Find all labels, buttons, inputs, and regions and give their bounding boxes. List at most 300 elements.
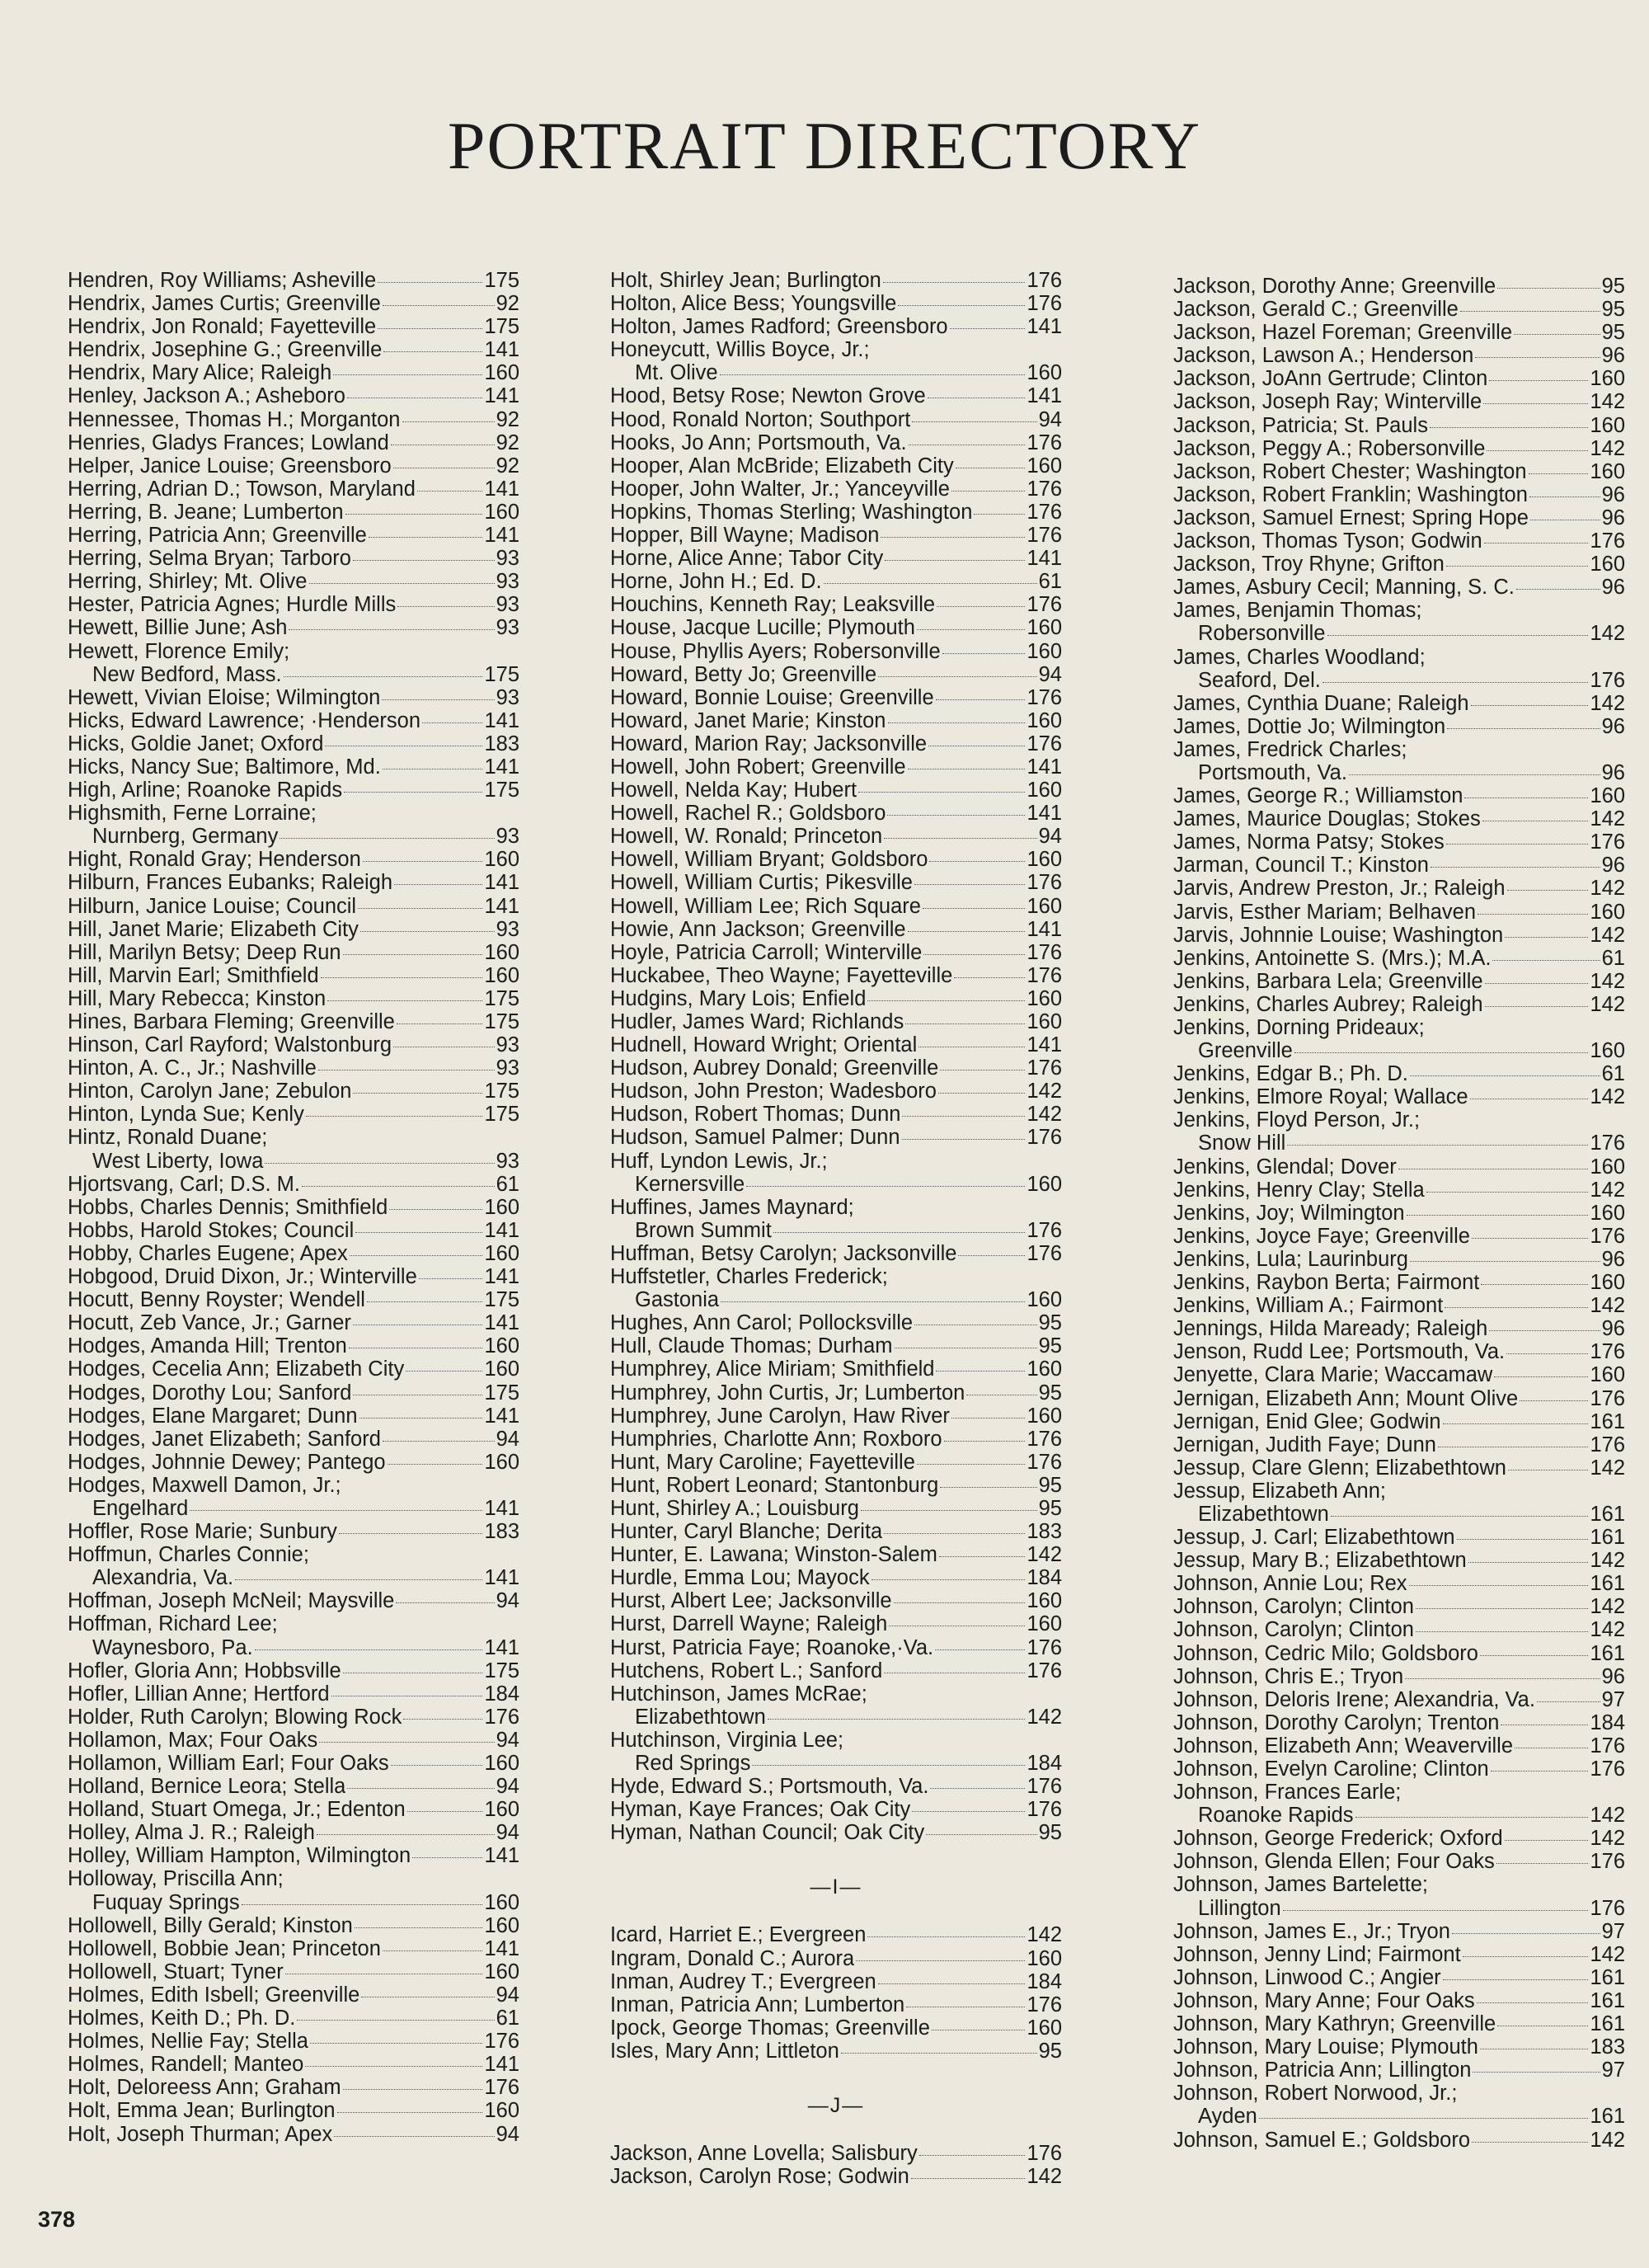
directory-entry	[68, 1520, 519, 1543]
directory-entry	[610, 338, 1062, 384]
entry-name: Hood, Betsy Rose; Newton Grove	[610, 384, 926, 408]
entry-page: 160	[1027, 1172, 1062, 1196]
entry-page: 176	[1027, 477, 1062, 501]
leader-dots	[334, 2136, 494, 2137]
entry-name: James, Cynthia Duane; Raleigh	[1173, 691, 1469, 715]
directory-entry	[1173, 1085, 1625, 1108]
leader-dots	[939, 1556, 1026, 1557]
entry-name: Johnson, Cedric Milo; Goldsboro	[1173, 1641, 1478, 1665]
leader-dots	[858, 792, 1025, 793]
entry-name: Isles, Mary Ann; Littleton	[610, 2039, 839, 2063]
directory-entry	[68, 640, 519, 686]
entry-page: 141	[484, 524, 519, 548]
entry-name: Jenkins, Henry Clay; Stella	[1173, 1178, 1425, 1202]
entry-page: 142	[1590, 1549, 1625, 1573]
entry-page: 160	[1590, 413, 1625, 437]
entry-page: 184	[1027, 1752, 1062, 1775]
leader-dots	[363, 861, 483, 862]
entry-name: Inman, Audrey T.; Evergreen	[610, 1969, 876, 1993]
leader-dots	[344, 792, 482, 793]
entry-page: 160	[484, 1890, 519, 1914]
entry-page: 175	[484, 269, 519, 292]
entry-page: 160	[1590, 900, 1625, 924]
leader-dots	[394, 884, 482, 885]
entry-page: 160	[1027, 1404, 1062, 1428]
entry-name: James, Charles Woodland;	[1173, 645, 1426, 669]
directory-column-3	[1173, 275, 1625, 2152]
entry-name: Inman, Patricia Ann; Lumberton	[610, 1993, 905, 2016]
leader-dots	[321, 977, 483, 978]
entry-page: 95	[1038, 1473, 1062, 1497]
entry-page: 161	[1590, 1988, 1625, 2012]
directory-entry	[68, 269, 519, 292]
entry-page: 95	[1038, 2039, 1062, 2063]
entry-name: Jackson, Robert Franklin; Washington	[1173, 482, 1528, 506]
entry-name: Hooper, John Walter, Jr.; Yanceyville	[610, 477, 950, 501]
entry-name: Hobbs, Charles Dennis; Smithfield	[68, 1195, 388, 1219]
entry-page: 142	[1027, 1080, 1062, 1103]
entry-page: 176	[1590, 1734, 1625, 1757]
entry-name: Hollowell, Stuart; Tyner	[68, 1960, 284, 1983]
leader-dots	[1507, 890, 1589, 891]
entry-page: 142	[1590, 992, 1625, 1016]
leader-dots	[280, 838, 494, 839]
entry-page: 61	[1601, 946, 1625, 970]
leader-dots	[878, 676, 1036, 677]
directory-entry	[1173, 1062, 1625, 1085]
entry-page: 141	[484, 338, 519, 362]
leader-dots	[1259, 2118, 1589, 2119]
directory-entry	[1173, 715, 1625, 738]
leader-dots	[319, 1742, 494, 1743]
entry-continuation-line	[1173, 1132, 1625, 1155]
leader-dots	[938, 1093, 1026, 1094]
directory-entry	[68, 2030, 519, 2053]
entry-page: 95	[1038, 1311, 1062, 1335]
directory-entry	[610, 1428, 1062, 1451]
directory-entry	[610, 431, 1062, 454]
directory-entry	[68, 1196, 519, 1219]
entry-page: 176	[484, 2030, 519, 2054]
entry-name: High, Arline; Roanoke Rapids	[68, 779, 343, 802]
directory-entry	[1173, 1873, 1625, 1919]
entry-name: Honeycutt, Willis Boyce, Jr.;	[610, 338, 870, 362]
directory-entry	[1173, 1711, 1625, 1734]
leader-dots	[383, 351, 482, 352]
entry-name: Hurst, Albert Lee; Jacksonville	[610, 1589, 892, 1613]
entry-name: Hodges, Johnnie Dewey; Pantego	[68, 1450, 386, 1474]
entry-name: James, George R.; Williamston	[1173, 784, 1463, 808]
entry-page: 142	[1590, 436, 1625, 460]
entry-page: 93	[496, 1033, 519, 1057]
leader-dots	[937, 606, 1025, 607]
directory-entry	[610, 269, 1062, 292]
directory-entry	[68, 941, 519, 964]
directory-entry	[610, 524, 1062, 547]
leader-dots	[343, 2089, 483, 2090]
directory-entry	[1173, 1340, 1625, 1363]
entry-name: Hull, Claude Thomas; Durham	[610, 1334, 893, 1358]
entry-page: 160	[484, 1241, 519, 1265]
leader-dots	[1505, 937, 1588, 938]
directory-entry	[610, 1821, 1062, 1844]
leader-dots	[242, 1904, 483, 1905]
leader-dots	[856, 1960, 1025, 1961]
entry-location: Elizabethtown	[635, 1705, 766, 1729]
directory-entry	[68, 895, 519, 918]
entry-name: Highsmith, Ferne Lorraine;	[68, 802, 317, 826]
leader-dots	[235, 1579, 482, 1580]
directory-entry	[68, 987, 519, 1010]
directory-entry	[68, 871, 519, 894]
entry-name: Holley, William Hampton, Wilmington	[68, 1844, 411, 1868]
entry-name: Jenkins, Elmore Royal; Wallace	[1173, 1085, 1468, 1109]
entry-name: Hinton, Lynda Sue; Kenly	[68, 1103, 304, 1127]
entry-page: 160	[484, 848, 519, 872]
entry-name: Hood, Ronald Norton; Southport	[610, 407, 911, 431]
directory-entry	[68, 1682, 519, 1706]
directory-entry	[610, 825, 1062, 848]
directory-entry	[610, 292, 1062, 315]
entry-name: Humphries, Charlotte Ann; Roxboro	[610, 1427, 942, 1451]
directory-entry	[1173, 993, 1625, 1016]
leader-dots	[885, 560, 1025, 561]
entry-name: Johnson, James E., Jr.; Tryon	[1173, 1919, 1450, 1943]
leader-dots	[378, 282, 482, 283]
entry-name: Johnson, Samuel E.; Goldsboro	[1173, 2128, 1471, 2152]
entry-page: 141	[484, 1265, 519, 1289]
directory-entry	[610, 1381, 1062, 1405]
entry-name: Hudson, John Preston; Wadesboro	[610, 1080, 937, 1103]
directory-entry	[1173, 344, 1625, 367]
entry-page: 160	[1590, 553, 1625, 576]
entry-name: Jenkins, Antoinette S. (Mrs.); M.A.	[1173, 946, 1492, 970]
entry-name: Hobbs, Harold Stokes; Council	[68, 1218, 355, 1242]
directory-entry	[1173, 1480, 1625, 1526]
leader-dots	[867, 1936, 1025, 1937]
directory-entry	[68, 709, 519, 732]
entry-page: 93	[496, 1056, 519, 1080]
entry-page: 141	[1027, 315, 1062, 339]
entry-page: 183	[1027, 1520, 1062, 1544]
directory-entry	[610, 2165, 1062, 2188]
entry-name: Hight, Ronald Gray; Henderson	[68, 848, 361, 872]
entry-name: Hollamon, William Earl; Four Oaks	[68, 1752, 389, 1775]
entry-page: 160	[1027, 708, 1062, 732]
entry-continuation-line	[68, 1566, 519, 1589]
directory-entry	[68, 2076, 519, 2099]
leader-dots	[1446, 566, 1589, 567]
entry-page: 141	[484, 1496, 519, 1520]
entry-name: Johnson, Evelyn Caroline; Clinton	[1173, 1757, 1489, 1781]
leader-dots	[950, 328, 1026, 329]
leader-dots	[306, 1116, 483, 1117]
entry-page: 141	[484, 477, 519, 501]
directory-entry	[68, 1056, 519, 1080]
directory-entry	[68, 501, 519, 524]
directory-entry	[68, 1126, 519, 1172]
entry-name: Johnson, Mary Anne; Four Oaks	[1173, 1988, 1475, 2012]
directory-entry	[68, 779, 519, 802]
directory-entry	[1173, 1850, 1625, 1873]
entry-page: 96	[1601, 760, 1625, 784]
directory-entry	[610, 1659, 1062, 1682]
directory-entry	[68, 1242, 519, 1265]
leader-dots	[383, 1950, 483, 1951]
entry-name: Johnson, Carolyn; Clinton	[1173, 1595, 1414, 1619]
entry-page: 160	[1027, 779, 1062, 802]
entry-page: 176	[1027, 431, 1062, 454]
directory-entry	[1173, 1989, 1625, 2012]
entry-page: 176	[1590, 1132, 1625, 1155]
leader-dots	[1529, 473, 1589, 474]
entry-name: Jenkins, Joyce Faye; Greenville	[1173, 1224, 1470, 1248]
entry-name: Hudgins, Mary Lois; Enfield	[610, 986, 867, 1010]
entry-page: 141	[484, 708, 519, 732]
directory-entry	[68, 570, 519, 593]
directory-entry	[610, 1923, 1062, 1946]
leader-dots	[310, 2043, 483, 2044]
entry-name: Johnson, Robert Norwood, Jr.;	[1173, 2082, 1458, 2106]
entry-name: Hendren, Roy Williams; Asheville	[68, 269, 377, 292]
entry-location: West Liberty, Iowa	[92, 1149, 264, 1173]
directory-entry	[68, 1010, 519, 1033]
leader-dots	[884, 838, 1036, 839]
leader-dots	[905, 1023, 1025, 1024]
leader-dots	[383, 305, 495, 306]
entry-location: Ayden	[1198, 2105, 1257, 2129]
entry-continuation-line	[1173, 669, 1625, 692]
entry-page: 93	[496, 825, 519, 849]
entry-name: Howard, Bonnie Louise; Greenville	[610, 685, 934, 709]
entry-name: Jenkins, Raybon Berta; Fairmont	[1173, 1271, 1480, 1295]
leader-dots	[284, 676, 483, 677]
directory-entry	[68, 1844, 519, 1867]
entry-page: 141	[484, 1404, 519, 1428]
leader-dots	[1463, 1956, 1589, 1957]
entry-name: Jessup, Mary B.; Elizabethtown	[1173, 1549, 1467, 1573]
directory-entry	[1173, 1248, 1625, 1271]
entry-page: 142	[1027, 2165, 1062, 2189]
entry-page: 160	[1590, 784, 1625, 808]
entry-location: Roanoke Rapids	[1198, 1804, 1354, 1828]
entry-page: 61	[496, 2007, 519, 2030]
directory-entry	[68, 1937, 519, 1960]
entry-continuation-line	[610, 1173, 1062, 1196]
leader-dots	[337, 2112, 483, 2113]
directory-entry	[610, 1589, 1062, 1612]
entry-name: Howell, W. Ronald; Princeton	[610, 825, 883, 849]
entry-name: Holton, Alice Bess; Youngsville	[610, 292, 897, 316]
entry-continuation-line	[1173, 1897, 1625, 1920]
leader-dots	[305, 2066, 482, 2067]
leader-dots	[1283, 1910, 1589, 1911]
entry-page: 142	[1027, 1923, 1062, 1947]
directory-entry	[68, 1288, 519, 1311]
entry-name: Jenkins, Joy; Wilmington	[1173, 1201, 1405, 1225]
entry-page: 95	[1038, 1821, 1062, 1845]
entry-name: James, Dottie Jo; Wilmington	[1173, 714, 1446, 738]
entry-page: 93	[496, 616, 519, 640]
leader-dots	[412, 1857, 482, 1858]
entry-page: 97	[1601, 1919, 1625, 1943]
entry-page: 175	[484, 1103, 519, 1127]
directory-entry	[68, 1428, 519, 1451]
directory-entry	[1173, 2059, 1625, 2082]
leader-dots	[388, 1464, 483, 1465]
directory-entry	[68, 1752, 519, 1775]
entry-name: Hintz, Ronald Duane;	[68, 1126, 268, 1150]
entry-page: 176	[1027, 732, 1062, 755]
entry-location: Nurnberg, Germany	[92, 825, 279, 849]
leader-dots	[355, 1232, 482, 1233]
entry-page: 176	[1027, 1056, 1062, 1080]
entry-page: 142	[1590, 1804, 1625, 1828]
leader-dots	[339, 1533, 483, 1534]
entry-name: Jackson, JoAnn Gertrude; Clinton	[1173, 367, 1488, 391]
directory-entry	[610, 1451, 1062, 1474]
directory-entry	[1173, 1433, 1625, 1456]
directory-entry	[1173, 367, 1625, 390]
directory-entry	[610, 1311, 1062, 1334]
leader-dots	[974, 514, 1025, 515]
leader-dots	[1407, 1215, 1589, 1216]
entry-name: Hoffmun, Charles Connie;	[68, 1543, 309, 1567]
leader-dots	[1405, 1678, 1600, 1679]
entry-name: Jackson, Peggy A.; Robersonville	[1173, 436, 1486, 460]
leader-dots	[951, 1418, 1026, 1419]
entry-page: 142	[1027, 1103, 1062, 1127]
directory-entry	[610, 779, 1062, 802]
entry-page: 142	[1590, 1294, 1625, 1318]
entry-page: 160	[1027, 894, 1062, 918]
entry-page: 176	[1027, 1126, 1062, 1150]
directory-entry	[610, 501, 1062, 524]
entry-name: Holmes, Nellie Fay; Stella	[68, 2030, 308, 2054]
entry-name: Hollowell, Billy Gerald; Kinston	[68, 1913, 353, 1937]
entry-page: 176	[1027, 1241, 1062, 1265]
leader-dots	[1505, 1840, 1589, 1841]
directory-entry	[1173, 1688, 1625, 1711]
page-number: 378	[38, 2207, 76, 2232]
entry-name: Jarvis, Esther Mariam; Belhaven	[1173, 900, 1477, 924]
directory-entry	[1173, 831, 1625, 854]
directory-entry	[1173, 2129, 1625, 2152]
entry-name: Hyman, Kaye Frances; Oak City	[610, 1798, 911, 1822]
entry-continuation-line	[68, 1891, 519, 1914]
directory-entry	[1173, 1387, 1625, 1410]
leader-dots	[382, 699, 494, 700]
directory-entry	[1173, 924, 1625, 947]
entry-name: Huff, Lyndon Lewis, Jr.;	[610, 1149, 828, 1173]
directory-entry	[68, 1821, 519, 1844]
entry-page: 96	[1601, 576, 1625, 600]
entry-name: Hutchinson, Virginia Lee;	[610, 1728, 844, 1752]
directory-entry	[1173, 506, 1625, 529]
entry-name: Holmes, Keith D.; Ph. D.	[68, 2007, 296, 2030]
directory-entry	[1173, 1294, 1625, 1317]
directory-entry	[68, 964, 519, 987]
entry-name: Howell, William Lee; Rich Square	[610, 894, 921, 918]
entry-name: Ingram, Donald C.; Aurora	[610, 1946, 855, 1970]
entry-name: Hudnell, Howard Wright; Oriental	[610, 1033, 918, 1057]
entry-page: 175	[484, 1381, 519, 1405]
directory-entry	[610, 2040, 1062, 2063]
directory-entry	[1173, 529, 1625, 553]
entry-page: 95	[1038, 1334, 1062, 1358]
entry-name: Jackson, Anne Lovella; Salisbury	[610, 2142, 918, 2166]
leader-dots	[1472, 2142, 1588, 2143]
entry-page: 176	[1590, 1850, 1625, 1874]
directory-entry	[1173, 298, 1625, 321]
entry-name: Hunt, Shirley A.; Louisburg	[610, 1496, 859, 1520]
entry-name: Hendrix, Mary Alice; Raleigh	[68, 361, 332, 385]
leader-dots	[930, 1788, 1025, 1789]
leader-dots	[894, 1602, 1026, 1603]
entry-page: 175	[484, 315, 519, 339]
directory-entry	[68, 1451, 519, 1474]
entry-name: Johnson, Patricia Ann; Lillington	[1173, 2059, 1472, 2082]
entry-page: 141	[484, 1566, 519, 1590]
leader-dots	[1331, 1516, 1589, 1517]
entry-page: 141	[484, 1635, 519, 1659]
entry-page: 176	[1590, 1433, 1625, 1456]
directory-entry	[1173, 877, 1625, 900]
entry-page: 141	[484, 871, 519, 895]
directory-entry	[610, 1612, 1062, 1635]
leader-dots	[902, 1139, 1026, 1140]
entry-location: Elizabethtown	[1198, 1502, 1329, 1526]
entry-continuation-line	[68, 1636, 519, 1659]
entry-page: 61	[1038, 570, 1062, 594]
entry-name: Jackson, Patricia; St. Pauls	[1173, 413, 1428, 437]
entry-page: 96	[1601, 714, 1625, 738]
directory-entry	[1173, 437, 1625, 460]
entry-name: Hill, Janet Marie; Elizabeth City	[68, 917, 359, 941]
directory-entry	[68, 918, 519, 941]
entry-page: 95	[1038, 1381, 1062, 1405]
directory-entry	[1173, 947, 1625, 970]
page-title: PORTRAIT DIRECTORY	[447, 108, 1202, 183]
leader-dots	[1492, 960, 1600, 961]
entry-name: Huffstetler, Charles Frederick;	[610, 1265, 888, 1289]
entry-page: 176	[1590, 1386, 1625, 1410]
directory-entry	[1173, 1202, 1625, 1225]
leader-dots	[752, 1765, 1025, 1766]
leader-dots	[1485, 983, 1589, 984]
entry-page: 160	[1590, 1271, 1625, 1295]
leader-dots	[883, 282, 1026, 283]
leader-dots	[327, 1000, 482, 1001]
entry-page: 142	[1590, 691, 1625, 715]
entry-page: 97	[1601, 1687, 1625, 1711]
entry-page: 142	[1590, 807, 1625, 831]
directory-entry	[610, 454, 1062, 478]
directory-entry	[68, 732, 519, 755]
leader-dots	[297, 2020, 494, 2021]
leader-dots	[347, 1788, 494, 1789]
entry-page: 142	[1027, 1705, 1062, 1729]
leader-dots	[1349, 774, 1600, 775]
entry-continuation-line	[68, 825, 519, 848]
entry-name: Howard, Betty Jo; Greenville	[610, 662, 877, 686]
directory-entry	[610, 895, 1062, 918]
directory-entry	[1173, 1456, 1625, 1480]
directory-entry	[68, 1405, 519, 1428]
leader-dots	[1480, 1655, 1589, 1656]
entry-name: Howard, Janet Marie; Kinston	[610, 708, 886, 732]
entry-name: Herring, Shirley; Mt. Olive	[68, 570, 308, 594]
